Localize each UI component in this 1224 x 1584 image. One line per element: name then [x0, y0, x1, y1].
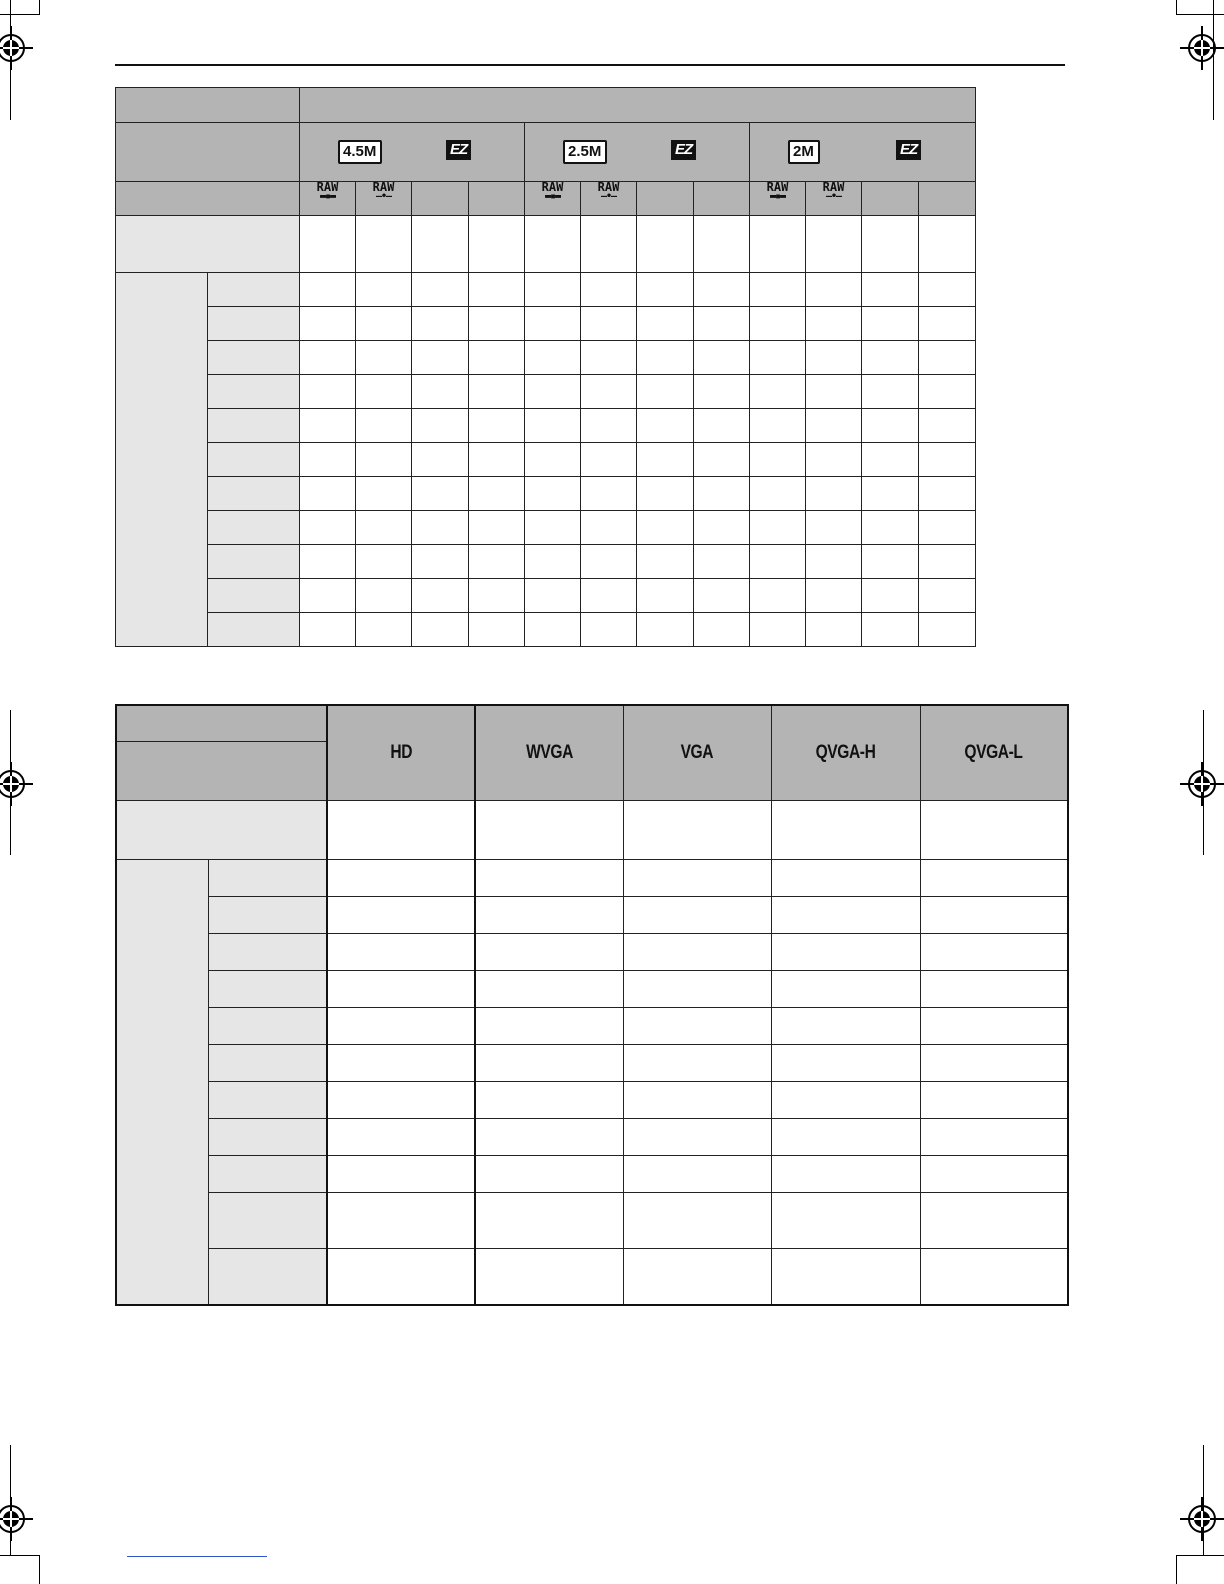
registration-mark [1180, 26, 1224, 70]
data-cell [525, 216, 581, 273]
row-label-cell [208, 971, 327, 1008]
row-label-cell [208, 307, 300, 341]
row-label-cell [208, 579, 300, 613]
quality-cell [356, 182, 412, 216]
raw-fine-icon: RAW ▬▪▬ [766, 180, 789, 202]
data-cell [412, 216, 469, 273]
row-label-cell [208, 613, 300, 647]
column-header-vga: VGA [623, 705, 771, 801]
crop-mark [39, 1555, 40, 1584]
column-header-wvga: WVGA [475, 705, 623, 801]
crop-mark [1176, 14, 1224, 15]
picture-size-table [115, 87, 976, 647]
registration-mark [1180, 762, 1224, 806]
crop-mark [1176, 0, 1177, 14]
crop-mark [1176, 1555, 1224, 1556]
registration-mark [1180, 1497, 1224, 1541]
extended-zoom-icon: EZ [671, 140, 696, 160]
quality-cell [750, 182, 806, 216]
footer-link-underline [127, 1556, 267, 1557]
data-cell [356, 216, 412, 273]
header-cell [300, 88, 976, 123]
row-header-rec-quality [116, 742, 327, 801]
row-label-cell [208, 477, 300, 511]
raw-standard-icon: RAW ‒•‒ [372, 180, 395, 202]
row-header-picture-size [116, 123, 300, 182]
crop-mark [0, 14, 40, 15]
raw-standard-icon: RAW ‒•‒ [822, 180, 845, 202]
quality-cell [469, 182, 525, 216]
row-label-cell [208, 897, 327, 934]
row-label-cell [208, 273, 300, 307]
header-cell [116, 705, 327, 742]
quality-cell [300, 182, 356, 216]
raw-fine-icon: RAW ▬▪▬ [541, 180, 564, 202]
data-cell [750, 216, 806, 273]
data-cell [300, 216, 356, 273]
quality-cell [581, 182, 637, 216]
size-group-2-5m [525, 123, 750, 182]
group-header-cell [116, 273, 208, 647]
row-header-capacity [116, 801, 327, 860]
row-label-cell [208, 1082, 327, 1119]
quality-cell [862, 182, 919, 216]
row-label-cell [208, 409, 300, 443]
data-cell [919, 216, 976, 273]
data-cell [637, 216, 694, 273]
registration-mark [0, 762, 33, 806]
row-label-cell [208, 1045, 327, 1082]
size-group-4-5m [300, 123, 525, 182]
row-label-cell [208, 1119, 327, 1156]
row-label-cell [208, 1249, 327, 1306]
quality-cell [806, 182, 862, 216]
row-label-cell [208, 860, 327, 897]
row-header-quality [116, 182, 300, 216]
crop-mark [1176, 1555, 1177, 1584]
data-cell [469, 216, 525, 273]
row-label-cell [208, 443, 300, 477]
data-cell [581, 216, 637, 273]
quality-cell [412, 182, 469, 216]
data-cell [806, 216, 862, 273]
column-header-hd: HD [327, 705, 475, 801]
crop-mark [39, 0, 40, 14]
row-label-cell [208, 1156, 327, 1193]
size-4-5m-icon: 4.5M [338, 140, 382, 164]
crop-mark [0, 1555, 40, 1556]
raw-standard-icon: RAW ‒•‒ [597, 180, 620, 202]
quality-cell [694, 182, 750, 216]
header-rule [115, 64, 1065, 66]
row-label-cell [208, 934, 327, 971]
registration-mark [0, 1497, 33, 1541]
row-label-cell [208, 545, 300, 579]
row-header-capacity [116, 216, 300, 273]
row-label-cell [208, 375, 300, 409]
header-cell [116, 88, 300, 123]
size-2m-icon: 2M [788, 140, 820, 164]
size-2-5m-icon: 2.5M [563, 140, 607, 164]
video-quality-table [115, 704, 1069, 1306]
size-group-2m [750, 123, 976, 182]
row-label-cell [208, 1008, 327, 1045]
column-header-qvga-h: QVGA-H [771, 705, 920, 801]
column-header-qvga-l: QVGA-L [920, 705, 1068, 801]
raw-fine-icon: RAW ▬▪▬ [316, 180, 339, 202]
quality-cell [525, 182, 581, 216]
row-label-cell [208, 511, 300, 545]
extended-zoom-icon: EZ [446, 140, 471, 160]
row-label-cell [208, 341, 300, 375]
quality-cell [919, 182, 976, 216]
extended-zoom-icon: EZ [896, 140, 921, 160]
row-label-cell [208, 1193, 327, 1249]
data-cell [862, 216, 919, 273]
group-header-cell [116, 860, 208, 1306]
quality-cell [637, 182, 694, 216]
data-cell [694, 216, 750, 273]
registration-mark [0, 26, 33, 70]
